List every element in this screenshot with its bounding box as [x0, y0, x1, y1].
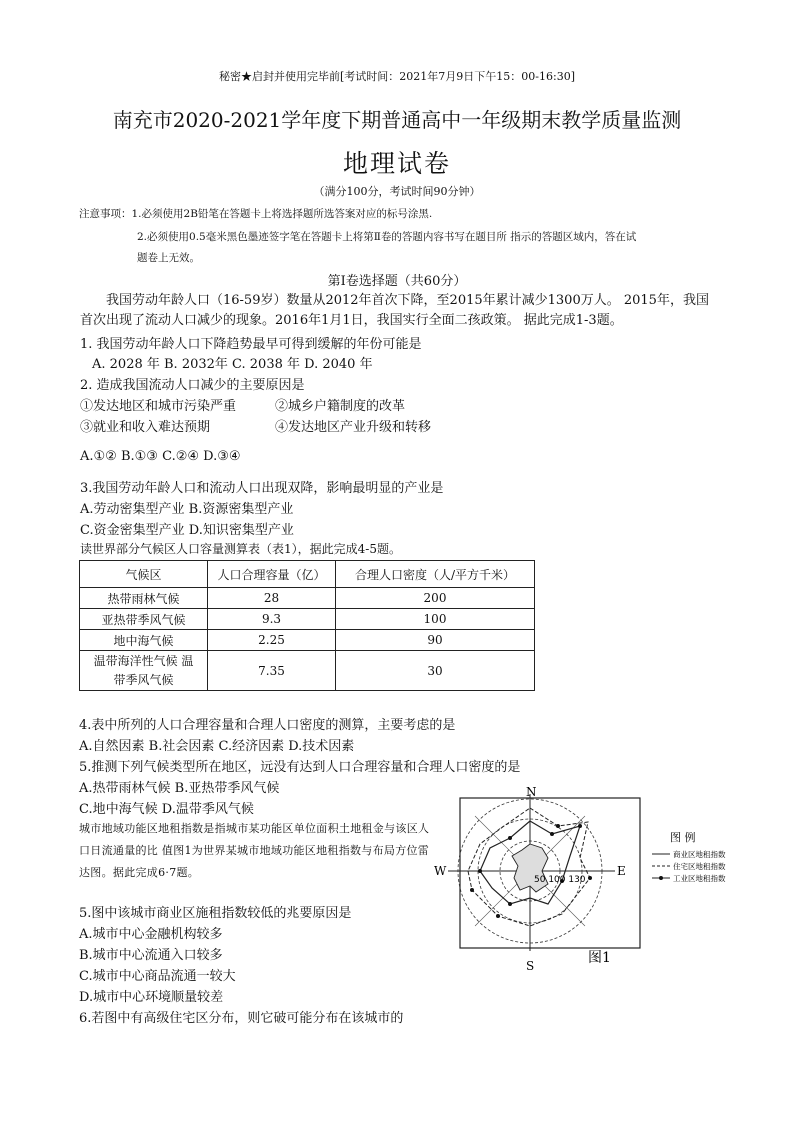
figure-frame: [460, 798, 640, 948]
section-heading: 第Ⅰ卷选择题（共60分）: [327, 274, 467, 289]
intro-paragraph-1: 我国劳动年龄人口（16-59岁）数量从2012年首次下降，至2015年累计减少1300万人。 2015年，我国首次出现了流动人口减少的现象。2016年1月1日，我国实行全面二孩政策。 据此完成1-3题。: [80, 293, 709, 328]
figure-caption: 图1: [588, 950, 611, 966]
west-label: W: [434, 864, 447, 878]
table-cell: 热带雨林气候: [80, 588, 208, 609]
table-cell: 90: [336, 630, 535, 651]
note-2: 2.必须使用0.5毫米黑色墨迹签字笔在答题卡上将第Ⅱ卷的答题内容书写在题目所 指示的答题区域内，答在试: [137, 231, 637, 243]
q2-item-2: ②城乡户籍制度的改革: [275, 399, 406, 414]
q1-options: A. 2028 年 B. 2032年 C. 2038 年 D. 2040 年: [92, 357, 373, 372]
marker: [588, 876, 592, 880]
q4-stem: 4.表中所列的人口合理容量和合理人口密度的测算，主要考虑的是: [79, 718, 456, 733]
table-header: 气候区: [80, 561, 208, 588]
marker: [508, 902, 512, 906]
south-label: S: [526, 959, 535, 973]
table-cell: 100: [336, 609, 535, 630]
climate-capacity-table: [79, 560, 535, 691]
q2-item-3: ③就业和收入难达预期: [80, 420, 211, 435]
marker: [496, 914, 500, 918]
note-1: 注意事项：1.必须使用2B铅笔在答题卡上将选择题所选答案对应的标号涂黑.: [79, 208, 433, 220]
q2-item-4: ④发达地区产业升级和转移: [275, 420, 432, 435]
legend-commercial: 商业区地租指数: [673, 850, 726, 859]
rent-index-radar-figure: [430, 786, 750, 976]
legend-industrial: 工业区地租指数: [673, 874, 726, 883]
q5b-stem: 5.图中该城市商业区施租指数较低的兆要原因是: [79, 906, 352, 921]
q5b-option-d: D.城市中心环境顺量较差: [79, 990, 224, 1005]
table-cell-line: 温带海洋性气候 温: [93, 653, 194, 668]
table-cell: 2.25: [208, 630, 336, 651]
confidential-line: 秘密★启封并使用完毕前[考试时间：2021年7月9日下午15：00-16:30]: [219, 70, 575, 83]
q2-options: A.①② B.①③ C.②④ D.③④: [80, 449, 241, 464]
table-cell: 亚热带季风气候: [80, 609, 208, 630]
ring-value-labels: 50 100 130: [534, 875, 586, 885]
table-cell-line: 带季风气候: [113, 672, 174, 687]
subject-title: 地理试卷: [342, 149, 451, 178]
q5-options-cd: C.地中海气候 D.温带季风气候: [79, 802, 254, 817]
table-cell: [80, 651, 208, 691]
table-cell: 7.35: [208, 651, 336, 691]
q2-item-1: ①发达地区和城市污染严重: [80, 399, 237, 414]
table-cell: 地中海气候: [80, 630, 208, 651]
table-intro: 读世界部分气候区人口容量测算表（表1），据此完成4-5题。: [80, 542, 401, 556]
table-row: [80, 588, 535, 609]
q3-stem: 3.我国劳动年龄人口和流动人口出现双降，影响最明显的产业是: [80, 481, 444, 496]
marker: [470, 888, 474, 892]
q2-stem: 2. 造成我国流动人口减少的主要原因是: [80, 378, 305, 393]
exam-title: 南充市2020-2021学年度下期普通高中一年级期末教学质量监测: [112, 108, 682, 132]
legend-marker: [659, 876, 663, 880]
legend-title: 图 例: [670, 831, 696, 844]
exam-meta: （满分100分，考试时间90分钟）: [313, 185, 481, 198]
q5b-option-c: C.城市中心商品流通一较大: [79, 969, 236, 984]
east-label: E: [617, 864, 626, 878]
q5-options-ab: A.热带雨林气候 B.亚热带季风气候: [79, 781, 280, 796]
table-header: 人口合理容量（亿）: [208, 561, 336, 588]
table-cell: 9.3: [208, 609, 336, 630]
table-row: [80, 651, 535, 691]
q5-stem: 5.推测下列气候类型所在地区，远没有达到人口合理容量和合理人口密度的是: [79, 760, 521, 775]
q5b-option-a: A.城市中心金融机构较多: [79, 927, 223, 942]
table-cell: 28: [208, 588, 336, 609]
q5b-option-b: B.城市中心流通入口较多: [79, 948, 223, 963]
q3-options-ab: A.劳动密集型产业 B.资源密集型产业: [80, 502, 294, 517]
table-cell: 200: [336, 588, 535, 609]
table-row: [80, 630, 535, 651]
note-3: 题卷上无效。: [137, 252, 200, 264]
marker: [508, 836, 512, 840]
q1-stem: 1. 我国劳动年龄人口下降趋势最早可得到缓解的年份可能是: [80, 337, 422, 352]
marker: [478, 869, 482, 873]
q3-options-cd: C.资金密集型产业 D.知识密集型产业: [80, 523, 294, 538]
intro-paragraph-2: 城市地域功能区地租指数是指城市某功能区单位面积土地租金与该区人口日流通量的比 值图1为世界某城市地域功能区地租指数与布局方位雷达图。据此完成6·7题。: [79, 822, 430, 879]
q4-options: A.自然因素 B.社会因素 C.经济因素 D.技术因素: [79, 739, 355, 754]
legend-residential: 住宅区地租指数: [673, 862, 726, 871]
north-label: N: [526, 786, 537, 799]
table-header: 合理人口密度（人/平方千米）: [336, 561, 535, 588]
marker: [556, 824, 560, 828]
table-row: [80, 609, 535, 630]
marker: [578, 824, 582, 828]
table-cell: 30: [336, 651, 535, 691]
q6-stem: 6.若图中有高级住宅区分布，则它破可能分布在该城市的: [79, 1011, 404, 1026]
marker: [550, 832, 554, 836]
